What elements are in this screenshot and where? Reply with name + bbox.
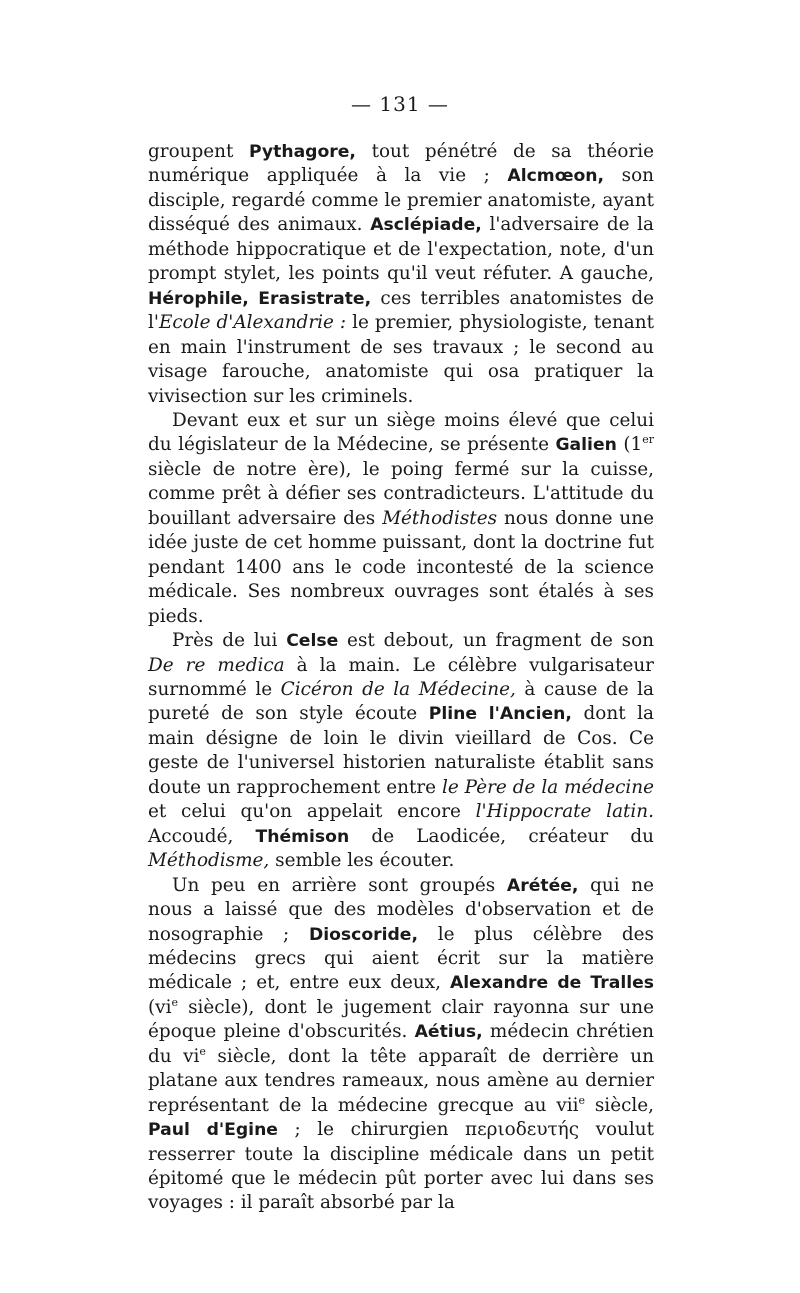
bold-name: Pythagore, <box>249 142 356 162</box>
text-run: à la main. Le célèbre vulgarisateur surnommé le <box>148 654 654 700</box>
bold-name: Paul d'Egine <box>148 1120 278 1141</box>
text-run: groupent <box>148 141 249 162</box>
italic-text: le Père de la médecine <box>441 776 654 798</box>
superscript: er <box>642 433 654 447</box>
italic-text: Ecole d'Alexandrie : <box>158 312 347 334</box>
italic-text: l'Hippocrate latin. <box>475 801 654 823</box>
text-run: l'adversaire de la méthode hippocratique et de l'expectation, note, d'un prompt stylet, les points qu'il veut réfuter. A gauche, <box>148 214 654 285</box>
bold-name: Dioscoride, <box>308 924 418 945</box>
bold-name: Galien <box>555 435 617 456</box>
text-run: son disciple, regardé comme le premier anatomiste, ayant disséqué des animaux. <box>148 165 654 236</box>
text-run: siècle, dont la tête apparaît de derrière un platane aux tendres rameaux, nous amène au dernier représentant de la médecine grecque au vii <box>148 1045 654 1116</box>
text-run: ; le chirurgien περιοδευτής voulut resserrer toute la discipline médicale dans un petit épitomé que le médecin pût porter avec lui dans ses voyages : il paraît absorbé par la <box>148 1119 654 1214</box>
superscript: e <box>171 995 178 1009</box>
bold-name: Arétée, <box>506 875 579 896</box>
text-run: (vi <box>148 996 172 1018</box>
text-run: et celui qu'on appelait encore <box>148 801 476 823</box>
italic-text: Méthodistes <box>382 507 498 529</box>
bold-name: Alcmœon, <box>507 166 605 187</box>
page-body <box>148 140 654 1216</box>
bold-name: Hérophile, Erasistrate, <box>148 288 372 309</box>
italic-text: Méthodisme, <box>148 850 270 872</box>
text-run: Un peu en arrière sont groupés <box>172 874 507 896</box>
bold-name: Celse <box>286 631 339 652</box>
italic-text: De re medica <box>148 654 285 676</box>
page-number: — 131 — <box>351 92 449 116</box>
bold-name: Alexandre de Tralles <box>449 973 654 994</box>
text-run: (1 <box>616 434 643 456</box>
superscript: e <box>578 1093 586 1107</box>
bold-name: Pline l'Ancien, <box>428 704 572 725</box>
text-run: dont la main désigne de loin le divin vieillard de Cos. Ce geste de l'universel historien naturaliste établit sans doute un rapprochement entre <box>148 703 654 798</box>
text-run: Devant eux et sur un siège moins élevé que celui du législateur de la Médecine, se présente <box>148 409 654 456</box>
text-run: de Laodicée, créateur du <box>349 825 654 847</box>
paragraph-1 <box>148 140 654 409</box>
bold-name: Aétius, <box>414 1022 483 1043</box>
bold-name: Thémison <box>255 826 350 847</box>
text-run: le plus célèbre des médecins grecs qui aient écrit sur la matière médicale ; et, entre eux deux, <box>148 923 654 994</box>
bold-name: Asclépiade, <box>370 215 482 236</box>
text-run: siècle de notre ère), le poing fermé sur la cuisse, comme prêt à défier ses contradicteurs. L'attitude du bouillant adversaire des <box>148 458 654 529</box>
text-run: nous donne une idée juste de cet homme puissant, dont la doctrine fut pendant 1400 ans le code incontesté de la science médicale. Ses nombreux ouvrages sont étalés à ses pieds. <box>148 507 654 627</box>
text-run: siècle), dont le jugement clair rayonna sur une époque pleine d'obscurités. <box>148 996 654 1043</box>
text-run: ces terribles anatomistes de l' <box>148 287 654 334</box>
paragraph-3 <box>148 629 654 874</box>
text-run: tout pénétré de sa théorie numérique appliquée à la vie ; <box>148 141 655 187</box>
text-run: est debout, un fragment de son <box>338 630 654 652</box>
text-run: à cause de la pureté de son style écoute <box>148 678 654 725</box>
paragraph-4 <box>148 874 654 1216</box>
superscript: e <box>199 1044 206 1058</box>
text-run: qui ne nous a laissé que des modèles d'observation et de nosographie ; <box>148 874 654 945</box>
text-run: semble les écouter. <box>269 850 455 872</box>
text-run: médecin chrétien du vi <box>148 1021 654 1067</box>
text-run: le premier, physiologiste, tenant en main l'instrument de ses travaux ; le second au visage farouche, anatomiste qui osa pratiquer la vivisection sur les criminels. <box>148 312 655 407</box>
text-run: Près de lui <box>172 630 287 652</box>
italic-text: Cicéron de la Médecine, <box>280 678 516 700</box>
paragraph-2 <box>148 409 654 629</box>
text-run: siècle, <box>585 1094 654 1116</box>
text-run: Accoudé, <box>148 825 256 847</box>
